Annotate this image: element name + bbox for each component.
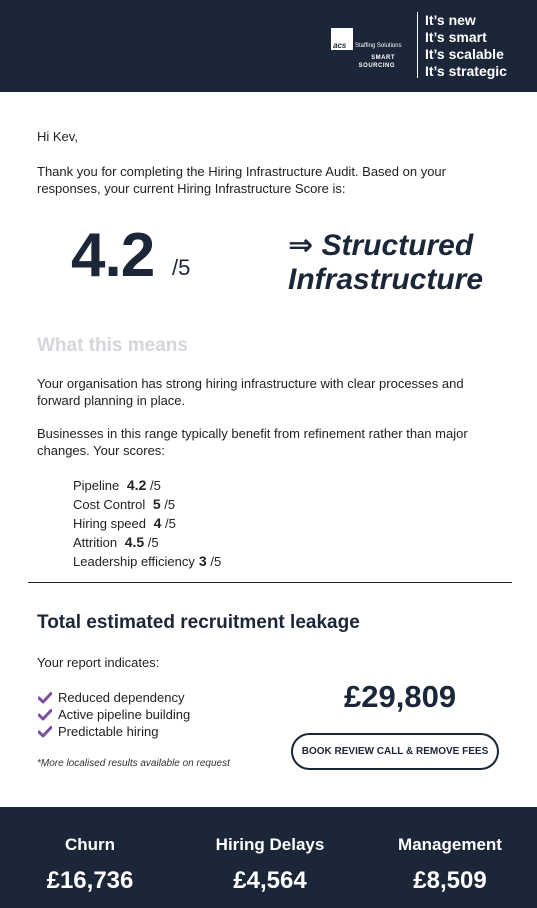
stat-label: Hiring Delays [215,835,325,854]
indicator-list [38,689,190,740]
stat-amount: £8,509 [413,867,487,894]
score-value: 3 [198,553,207,569]
stat-label: Management [398,835,502,854]
section-divider [28,582,512,583]
check-icon [38,692,52,704]
stat-amount: £4,564 [233,867,307,894]
score-value: 4.2 [126,477,147,493]
tagline: It’s strategic [425,63,507,79]
header-divider [417,12,418,78]
what-this-means-heading: What this means [37,335,188,356]
list-item: Predictable hiring [38,723,190,740]
range-paragraph: Businesses in this range typically benefit from refinement rather than major changes. Your scores: [37,426,468,458]
email-body [0,92,537,807]
tagline: It’s smart [425,29,487,45]
leakage-amount: £29,809 [344,679,457,714]
report-label: Your report indicates: [37,655,160,670]
score-value: 4 [153,515,162,531]
leakage-heading: Total estimated recruitment leakage [37,612,360,633]
tagline: It’s new [425,12,476,28]
score-out-of: /5 [172,255,191,280]
stat-label: Churn [64,835,116,854]
score-row: Pipeline 4.2 /5 [73,477,161,493]
book-review-call-button[interactable]: BOOK REVIEW CALL & REMOVE FEES [291,733,499,770]
company-logo [331,28,411,72]
logo-company-text: Staffing Solutions [355,43,402,49]
check-icon [38,709,52,721]
stat-hiring-delays [205,835,335,895]
list-item: Active pipeline building [38,706,190,723]
score-row: Attrition 4.5 /5 [73,534,159,550]
email-header [0,0,537,92]
greeting: Hi Kev, [37,129,78,144]
logo-mark-text: acs [333,41,347,50]
score-row: Cost Control 5 /5 [73,496,176,512]
score-value: 4.5 [124,534,145,550]
rating-label: ⇒ Structured Infrastructure [288,229,484,296]
meaning-paragraph: Your organisation has strong hiring infrastructure with clear processes and forward planning in place. [37,376,464,408]
stat-churn [30,835,150,895]
cost-breakdown-footer [0,807,537,908]
footnote: *More localised results available on request [37,758,230,769]
tagline: It’s scalable [425,46,504,62]
taglines [425,12,507,80]
list-item: Reduced dependency [38,689,190,706]
intro-text: Thank you for completing the Hiring Infrastructure Audit. Based on your responses, your current Hiring Infrastructure Score is: [37,164,446,196]
score-breakdown [73,476,221,571]
score-value: 5 [152,496,161,512]
overall-score: 4.2 [71,221,155,290]
score-row: Leadership efficiency 3 /5 [73,553,222,569]
stat-amount: £16,736 [46,867,134,894]
logo-product-text: SMART SOURCING [358,55,395,69]
check-icon [38,726,52,738]
stat-management [385,835,515,895]
score-row: Hiring speed 4 /5 [73,515,176,531]
